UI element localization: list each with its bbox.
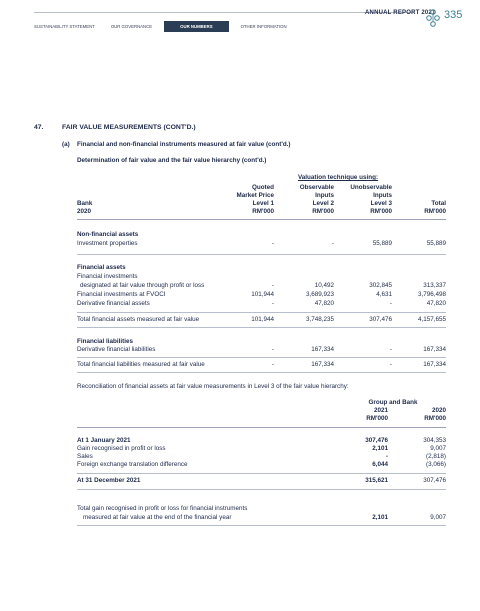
total-label: Total financial assets measured at fair value bbox=[77, 316, 200, 323]
group-label: Financial investments bbox=[77, 273, 138, 280]
col2-line2: Inputs bbox=[315, 192, 334, 199]
recon-header-rule bbox=[77, 427, 446, 428]
recon-year-2021: 2021 bbox=[373, 407, 388, 414]
closing-cell-2021: 315,621 bbox=[365, 477, 388, 484]
header-rule bbox=[34, 12, 414, 13]
recon-cell-2020: 304,353 bbox=[423, 437, 446, 444]
col2-line1: Observable bbox=[299, 184, 334, 191]
total-cell: 307,476 bbox=[369, 316, 392, 323]
cell: - bbox=[331, 240, 334, 247]
sub-label: (a) bbox=[62, 141, 70, 148]
row-label: Investment properties bbox=[77, 240, 138, 247]
cell: 4,631 bbox=[376, 291, 392, 298]
cell: 3,796,498 bbox=[417, 291, 446, 298]
col1-line1: Quoted bbox=[251, 184, 274, 191]
table-header-rule bbox=[77, 219, 446, 220]
closing-rule-top bbox=[77, 473, 446, 474]
page-number: 335 bbox=[444, 9, 463, 21]
cell: - bbox=[271, 282, 274, 289]
recon-cell-2020: (2,818) bbox=[426, 453, 446, 460]
recon-cell-2020: 9,007 bbox=[430, 445, 446, 452]
total-cell: 101,944 bbox=[251, 316, 274, 323]
total-rule-top bbox=[77, 312, 446, 313]
entity-label: Bank bbox=[77, 200, 93, 207]
recon-cell-2021: - bbox=[385, 453, 388, 460]
cell: 3,689,923 bbox=[305, 291, 334, 298]
total-rule-bottom bbox=[77, 327, 446, 328]
cell: 55,889 bbox=[426, 240, 446, 247]
col3-line2: Inputs bbox=[373, 192, 392, 199]
closing-cell-2020: 307,476 bbox=[423, 477, 446, 484]
cell: - bbox=[271, 346, 274, 353]
cell: 10,492 bbox=[314, 282, 334, 289]
cell: 55,889 bbox=[372, 240, 392, 247]
recon-unit-2020: RM'000 bbox=[424, 415, 446, 422]
cell: 313,337 bbox=[423, 282, 446, 289]
nav-sustainability-statement[interactable]: SUSTAINABILITY STATEMENT bbox=[34, 24, 95, 29]
valuation-header: Valuation technique using: bbox=[297, 174, 379, 181]
total-gain-line1: Total gain recognised in profit or loss for financial instruments bbox=[77, 505, 248, 512]
nav-other-information[interactable]: OTHER INFORMATION bbox=[240, 24, 287, 29]
cell: 101,944 bbox=[251, 291, 274, 298]
col3-line3: Level 3 bbox=[370, 200, 392, 207]
recon-row-label: At 1 January 2021 bbox=[77, 437, 131, 444]
year-label: 2020 bbox=[77, 208, 92, 215]
total-cell: 4,157,655 bbox=[417, 316, 446, 323]
recon-cell-2021: 307,476 bbox=[365, 437, 388, 444]
nav-our-governance[interactable]: OUR GOVERNANCE bbox=[110, 24, 153, 29]
section-number: 47. bbox=[34, 124, 44, 131]
total-gain-cell-2021: 2,101 bbox=[372, 514, 388, 521]
closing-label: At 31 December 2021 bbox=[77, 477, 141, 484]
row-label: designated at fair value through profit or loss bbox=[80, 282, 205, 289]
logo-icon bbox=[424, 8, 442, 30]
recon-cell-2020: (3,066) bbox=[426, 461, 446, 468]
col1-line3: Level 1 bbox=[252, 200, 274, 207]
row-label: Derivative financial assets bbox=[77, 300, 150, 307]
cell: - bbox=[389, 346, 392, 353]
recon-cell-2021: 2,101 bbox=[372, 445, 388, 452]
cell: - bbox=[271, 300, 274, 307]
row-label: Derivative financial liabilities bbox=[77, 346, 156, 353]
recon-row-label: Sales bbox=[77, 453, 93, 460]
col1-line4: RM'000 bbox=[252, 208, 274, 215]
total-cell: - bbox=[271, 361, 274, 368]
financial-liabilities-heading: Financial liabilities bbox=[77, 338, 133, 345]
recon-intro: Reconciliation of financial assets at fair value measurements in Level 3 of the fair value hierarchy: bbox=[77, 383, 349, 390]
row-label: Financial investments at FVOCI bbox=[77, 291, 166, 298]
final-rule bbox=[77, 525, 446, 526]
closing-rule-bottom bbox=[77, 489, 446, 490]
recon-group-header: Group and Bank bbox=[368, 399, 418, 406]
col1-line2: Market Price bbox=[236, 192, 274, 199]
total-gain-line2: measured at fair value at the end of the financial year bbox=[83, 514, 232, 521]
cell: - bbox=[389, 300, 392, 307]
cell: 167,334 bbox=[311, 346, 334, 353]
col3-line4: RM'000 bbox=[370, 208, 392, 215]
cell: - bbox=[271, 240, 274, 247]
col4-line4: RM'000 bbox=[424, 208, 446, 215]
recon-row-label: Gain recognised in profit or loss bbox=[77, 445, 166, 452]
col2-line4: RM'000 bbox=[312, 208, 334, 215]
total-label: Total financial liabilities measured at fair value bbox=[77, 361, 205, 368]
financial-assets-heading: Financial assets bbox=[77, 264, 126, 271]
col2-line3: Level 2 bbox=[312, 200, 334, 207]
section-title: FAIR VALUE MEASUREMENTS (CONT'D.) bbox=[62, 124, 196, 131]
recon-row-label: Foreign exchange translation difference bbox=[77, 461, 188, 468]
col4-line3: Total bbox=[431, 200, 446, 207]
cell: 47,820 bbox=[314, 300, 334, 307]
recon-year-2020: 2020 bbox=[431, 407, 446, 414]
sub-sub-title: Determination of fair value and the fair value hierarchy (cont'd.) bbox=[77, 157, 267, 164]
non-financial-heading: Non-financial assets bbox=[77, 231, 139, 238]
nav-our-numbers[interactable]: OUR NUMBERS bbox=[164, 21, 228, 32]
sub-title: Financial and non-financial instruments measured at fair value (cont'd.) bbox=[77, 141, 291, 148]
cell: 302,845 bbox=[369, 282, 392, 289]
total-cell: 167,334 bbox=[423, 361, 446, 368]
total-rule-top bbox=[77, 357, 446, 358]
section-rule bbox=[77, 254, 446, 255]
recon-cell-2021: 6,044 bbox=[372, 461, 388, 468]
total-rule-bottom bbox=[77, 372, 446, 373]
total-gain-cell-2020: 9,007 bbox=[430, 514, 446, 521]
cell: 47,820 bbox=[426, 300, 446, 307]
section-nav bbox=[34, 21, 295, 32]
total-cell: - bbox=[389, 361, 392, 368]
annual-report-label: ANNUAL REPORT 2021 bbox=[365, 10, 436, 16]
col3-line1: Unobservable bbox=[350, 184, 392, 191]
total-cell: 167,334 bbox=[311, 361, 334, 368]
recon-unit-2021: RM'000 bbox=[366, 415, 388, 422]
cell: 167,334 bbox=[423, 346, 446, 353]
total-cell: 3,748,235 bbox=[305, 316, 334, 323]
